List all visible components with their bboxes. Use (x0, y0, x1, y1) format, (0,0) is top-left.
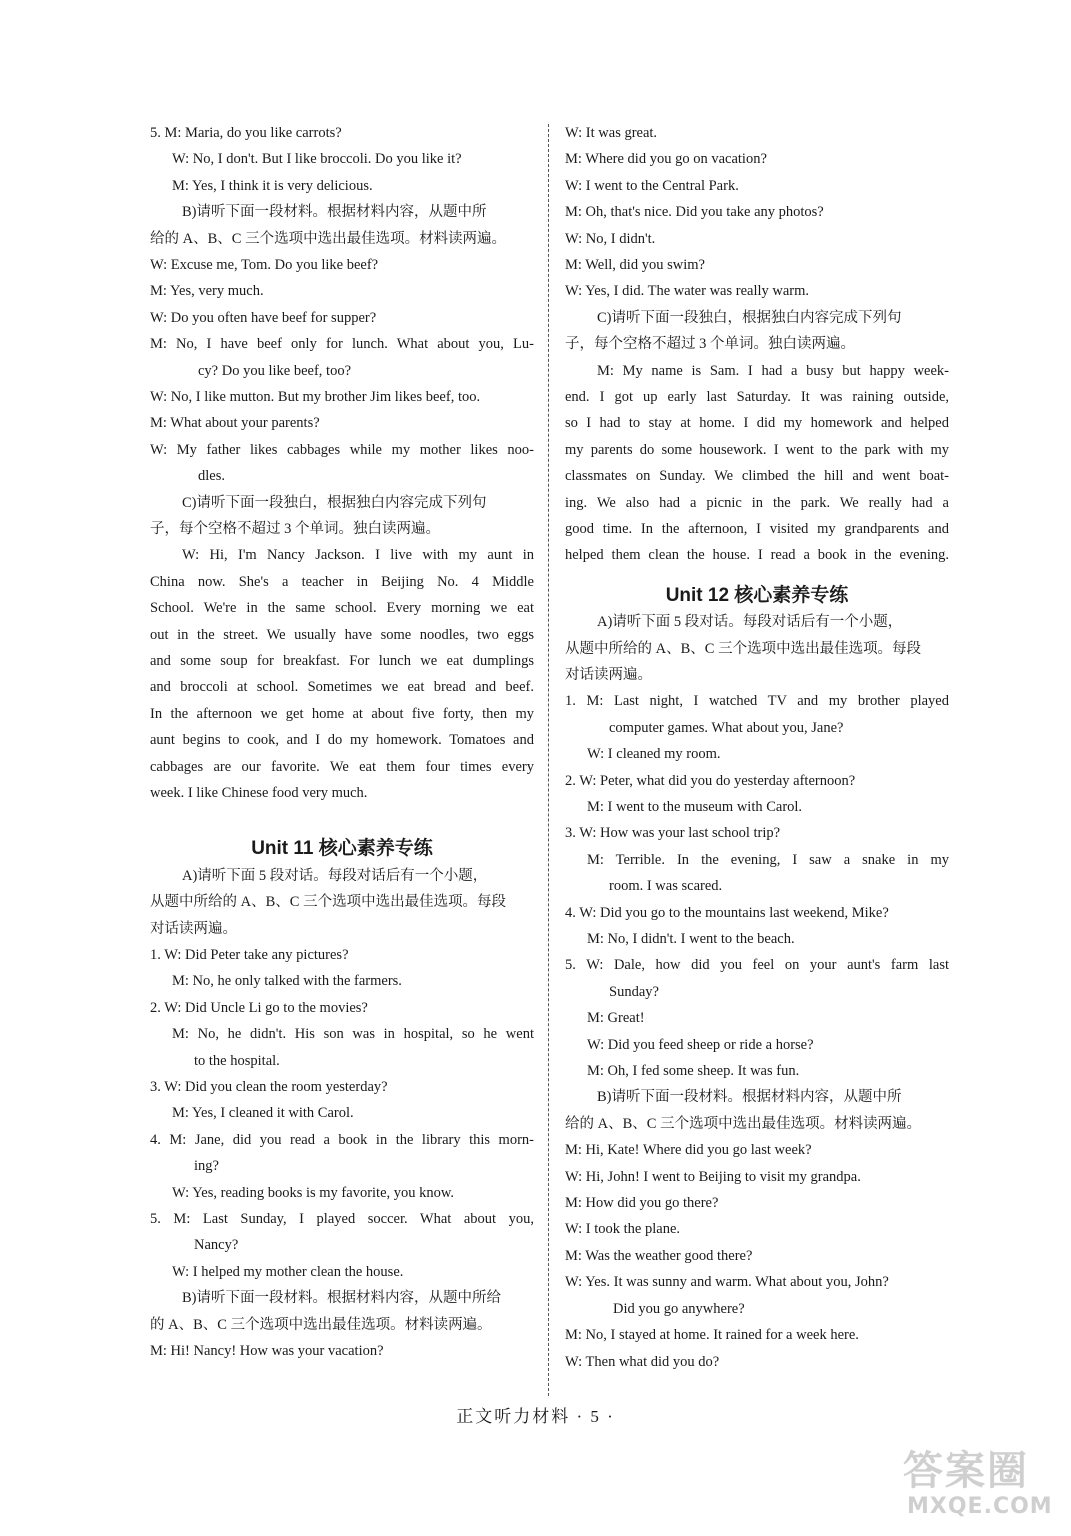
text-line: W: Hi, I'm Nancy Jackson. I live with my aunt in (182, 547, 534, 564)
watermark-url: MXQE.COM (907, 1494, 1053, 1519)
text-line: B)请听下面一段材料。根据材料内容，从题中所 (182, 204, 487, 221)
text-line: School. We're in the same school. Every morning we eat (150, 600, 534, 617)
text-line: 从题中所给的 A、B、C 三个选项中选出最佳选项。每段 (150, 894, 507, 911)
text-line: cabbages are our favorite. We eat them four times every (150, 758, 534, 775)
text-line: B)请听下面一段材料。根据材料内容，从题中所给 (182, 1290, 501, 1307)
text-line: 4. W: Did you go to the mountains last weekend, Mike? (565, 904, 889, 921)
text-line: C)请听下面一段独白，根据独白内容完成下列句 (182, 494, 487, 511)
text-line: W: Yes. It was sunny and warm. What about you, John? (565, 1274, 889, 1291)
text-line: end. I got up early last Saturday. It was raining outside, (565, 389, 949, 406)
text-line: cy? Do you like beef, too? (198, 362, 352, 379)
text-line: A)请听下面 5 段对话。每段对话后有一个小题， (182, 867, 488, 884)
text-line: 子，每个空格不超过 3 个单词。独白读两遍。 (150, 521, 440, 538)
text-line: and broccoli at school. Sometimes we eat bread and beef. (150, 679, 534, 696)
text-line: 5. M: Last Sunday, I played soccer. What about you, (150, 1211, 534, 1228)
text-line: M: No, I stayed at home. It rained for a week here. (565, 1327, 859, 1344)
text-line: W: I went to the Central Park. (565, 177, 739, 194)
text-line: M: Terrible. In the evening, I saw a snake in my (587, 851, 949, 868)
text-line: M: Was the weather good there? (565, 1247, 753, 1264)
page-footer: 正文听力材料 · 5 · (456, 1407, 615, 1426)
text-line: 3. W: How was your last school trip? (565, 825, 781, 842)
text-line: 5. M: Maria, do you like carrots? (150, 125, 342, 141)
section-heading: Unit 11 核心素养专练 (251, 838, 433, 860)
text-line: W: Do you often have beef for supper? (150, 309, 377, 326)
text-line: M: No, he didn't. His son was in hospital, so he went (172, 1026, 534, 1043)
text-line: C)请听下面一段独白，根据独白内容完成下列句 (597, 309, 902, 326)
text-line: M: My name is Sam. I had a busy but happy week- (597, 362, 949, 379)
text-line: 从题中所给的 A、B、C 三个选项中选出最佳选项。每段 (565, 640, 922, 657)
text-line: M: How did you go there? (565, 1195, 719, 1212)
text-line: 5. W: Dale, how did you feel on your aunt's farm last (565, 957, 949, 974)
text-line: W: I took the plane. (565, 1221, 681, 1238)
text-line: 3. W: Did you clean the room yesterday? (150, 1079, 388, 1096)
text-line: 1. W: Did Peter take any pictures? (150, 947, 349, 964)
text-line: M: I went to the museum with Carol. (587, 799, 803, 816)
text-line: 1. M: Last night, I watched TV and my brother played (565, 693, 949, 710)
text-line: M: Yes, I think it is very delicious. (172, 177, 373, 194)
text-line: M: No, I have beef only for lunch. What about you, Lu- (150, 336, 534, 353)
text-line: W: Then what did you do? (565, 1353, 720, 1370)
text-line: my parents do some housework. I went to the park with my (565, 441, 949, 458)
text-line: W: My father likes cabbages while my mother likes noo- (150, 441, 534, 458)
text-line: M: Oh, that's nice. Did you take any photos? (565, 204, 824, 221)
text-line: M: Yes, very much. (150, 283, 264, 300)
text-line: 给的 A、B、C 三个选项中选出最佳选项。材料读两遍。 (565, 1115, 922, 1132)
left-column (150, 120, 534, 1364)
text-line: M: Oh, I fed some sheep. It was fun. (587, 1063, 800, 1080)
text-line: 2. W: Did Uncle Li go to the movies? (150, 999, 368, 1016)
watermark-title: 答案圈 (903, 1448, 1029, 1494)
text-line: 2. W: Peter, what did you do yesterday afternoon? (565, 772, 856, 789)
text-line: M: Yes, I cleaned it with Carol. (172, 1105, 354, 1122)
text-line: computer games. What about you, Jane? (609, 719, 844, 736)
text-line: room. I was scared. (609, 878, 723, 895)
text-line: helped them clean the house. I read a book in the evening. (565, 547, 949, 564)
text-line: W: Yes, reading books is my favorite, you know. (172, 1184, 455, 1201)
text-line: M: What about your parents? (150, 415, 320, 432)
text-line: M: No, he only talked with the farmers. (172, 973, 402, 990)
text-line: M: Hi! Nancy! How was your vacation? (150, 1343, 384, 1360)
watermark-logo (903, 1448, 1053, 1528)
text-line: 对话读两遍。 (565, 667, 652, 683)
section-heading: Unit 12 核心素养专练 (665, 584, 849, 606)
text-line: M: Where did you go on vacation? (565, 151, 767, 168)
text-line: B)请听下面一段材料。根据材料内容，从题中所 (597, 1089, 902, 1106)
text-line: dles. (198, 468, 225, 485)
text-line: W: I helped my mother clean the house. (172, 1263, 404, 1280)
text-line: M: Great! (587, 1010, 645, 1027)
text-line: aunt begins to cook, and I do my homework. Tomatoes and (150, 732, 534, 749)
text-line: Sunday? (609, 983, 659, 1000)
text-line: 的 A、B、C 三个选项中选出最佳选项。材料读两遍。 (150, 1316, 492, 1333)
column-divider (548, 124, 549, 1396)
text-line: A)请听下面 5 段对话。每段对话后有一个小题， (597, 614, 903, 631)
text-line: W: No, I like mutton. But my brother Jim likes beef, too. (150, 389, 481, 406)
text-line: China now. She's a teacher in Beijing No. 4 Middle (150, 573, 534, 590)
text-line: Nancy? (194, 1237, 239, 1254)
text-line: good time. In the afternoon, I visited my grandparents and (565, 521, 949, 537)
text-line: Did you go anywhere? (613, 1300, 745, 1317)
text-line: so I had to stay at home. I did my homework and helped (565, 415, 949, 432)
text-line: W: Excuse me, Tom. Do you like beef? (150, 257, 379, 274)
text-line: W: Did you feed sheep or ride a horse? (587, 1036, 814, 1053)
text-line: W: It was great. (565, 125, 658, 141)
text-line: classmates on Sunday. We climbed the hill and went boat- (565, 468, 949, 485)
text-line: W: Yes, I did. The water was really warm. (565, 283, 810, 300)
text-line: 对话读两遍。 (150, 920, 237, 937)
text-line: and some soup for breakfast. For lunch we eat dumplings (150, 653, 534, 670)
text-line: W: No, I didn't. (565, 230, 656, 247)
text-line: M: Hi, Kate! Where did you go last week? (565, 1142, 812, 1159)
text-line: ing. We also had a picnic in the park. We really had a (565, 494, 949, 511)
text-line: In the afternoon we get home at about five forty, then my (150, 705, 534, 722)
text-line: 给的 A、B、C 三个选项中选出最佳选项。材料读两遍。 (150, 230, 507, 247)
text-line: W: I cleaned my room. (587, 746, 721, 763)
right-column (565, 120, 949, 1375)
text-line: W: No, I don't. But I like broccoli. Do you like it? (172, 151, 462, 168)
text-line: M: Well, did you swim? (565, 257, 705, 274)
text-line: 子，每个空格不超过 3 个单词。独白读两遍。 (565, 336, 855, 353)
text-line: W: Hi, John! I went to Beijing to visit my grandpa. (565, 1168, 861, 1185)
text-line: 4. M: Jane, did you read a book in the library this morn- (150, 1131, 534, 1148)
text-line: week. I like Chinese food very much. (150, 784, 368, 801)
text-line: M: No, I didn't. I went to the beach. (587, 931, 795, 948)
text-line: to the hospital. (194, 1052, 280, 1069)
text-line: ing? (194, 1158, 219, 1175)
text-line: out in the street. We usually have some noodles, two eggs (150, 626, 534, 643)
